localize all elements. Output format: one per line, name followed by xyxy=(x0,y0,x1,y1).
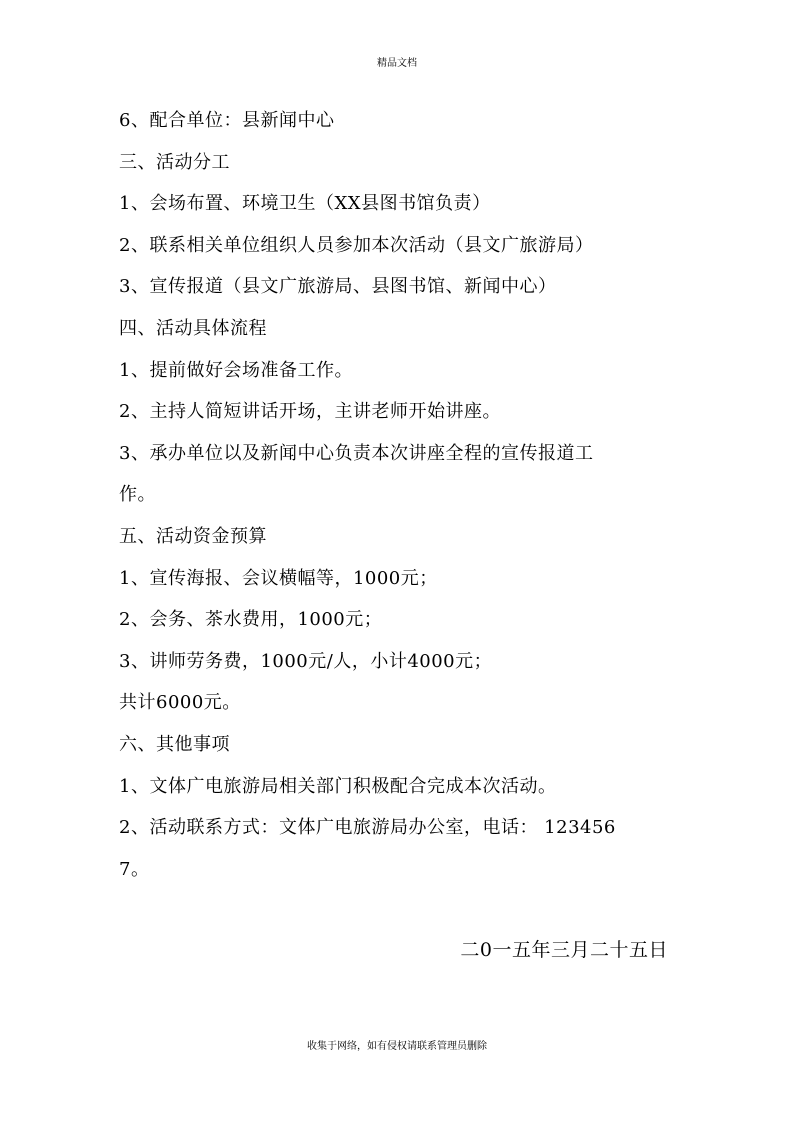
section-heading: 三、活动分工 xyxy=(119,151,230,173)
signature-date: 二0一五年三月二十五日 xyxy=(460,939,668,961)
body-line: 共计6000元。 xyxy=(119,692,241,714)
section-heading: 六、其他事项 xyxy=(119,733,230,755)
body-line: 3、承办单位以及新闻中心负责本次讲座全程的宣传报道工 xyxy=(119,442,594,464)
body-line: 1、文体广电旅游局相关部门积极配合完成本次活动。 xyxy=(119,775,557,797)
page-header: 精品文档 xyxy=(377,58,417,69)
body-line: 1、宣传海报、会议横幅等，1000元； xyxy=(119,567,438,589)
body-line: 2、活动联系方式：文体广电旅游局办公室，电话： 123456 xyxy=(119,817,616,839)
body-line: 3、讲师劳务费，1000元/人，小计4000元； xyxy=(119,650,493,672)
page-footer: 收集于网络，如有侵权请联系管理员删除 xyxy=(307,1041,487,1052)
document-body xyxy=(119,100,679,890)
body-line: 1、提前做好会场准备工作。 xyxy=(119,359,353,381)
body-line: 3、宣传报道（县文广旅游局、县图书馆、新闻中心） xyxy=(119,276,557,298)
body-line: 2、会务、茶水费用，1000元； xyxy=(119,609,383,631)
body-line: 6、配合单位：县新闻中心 xyxy=(119,110,335,131)
body-line: 2、主持人简短讲话开场，主讲老师开始讲座。 xyxy=(119,401,501,423)
body-line: 1、会场布置、环境卫生（XX县图书馆负责） xyxy=(119,193,491,215)
body-line: 7。 xyxy=(119,858,150,880)
body-line: 2、联系相关单位组织人员参加本次活动（县文广旅游局） xyxy=(119,234,594,256)
body-line: 作。 xyxy=(119,484,156,506)
section-heading: 四、活动具体流程 xyxy=(119,317,267,339)
section-heading: 五、活动资金预算 xyxy=(119,525,267,547)
